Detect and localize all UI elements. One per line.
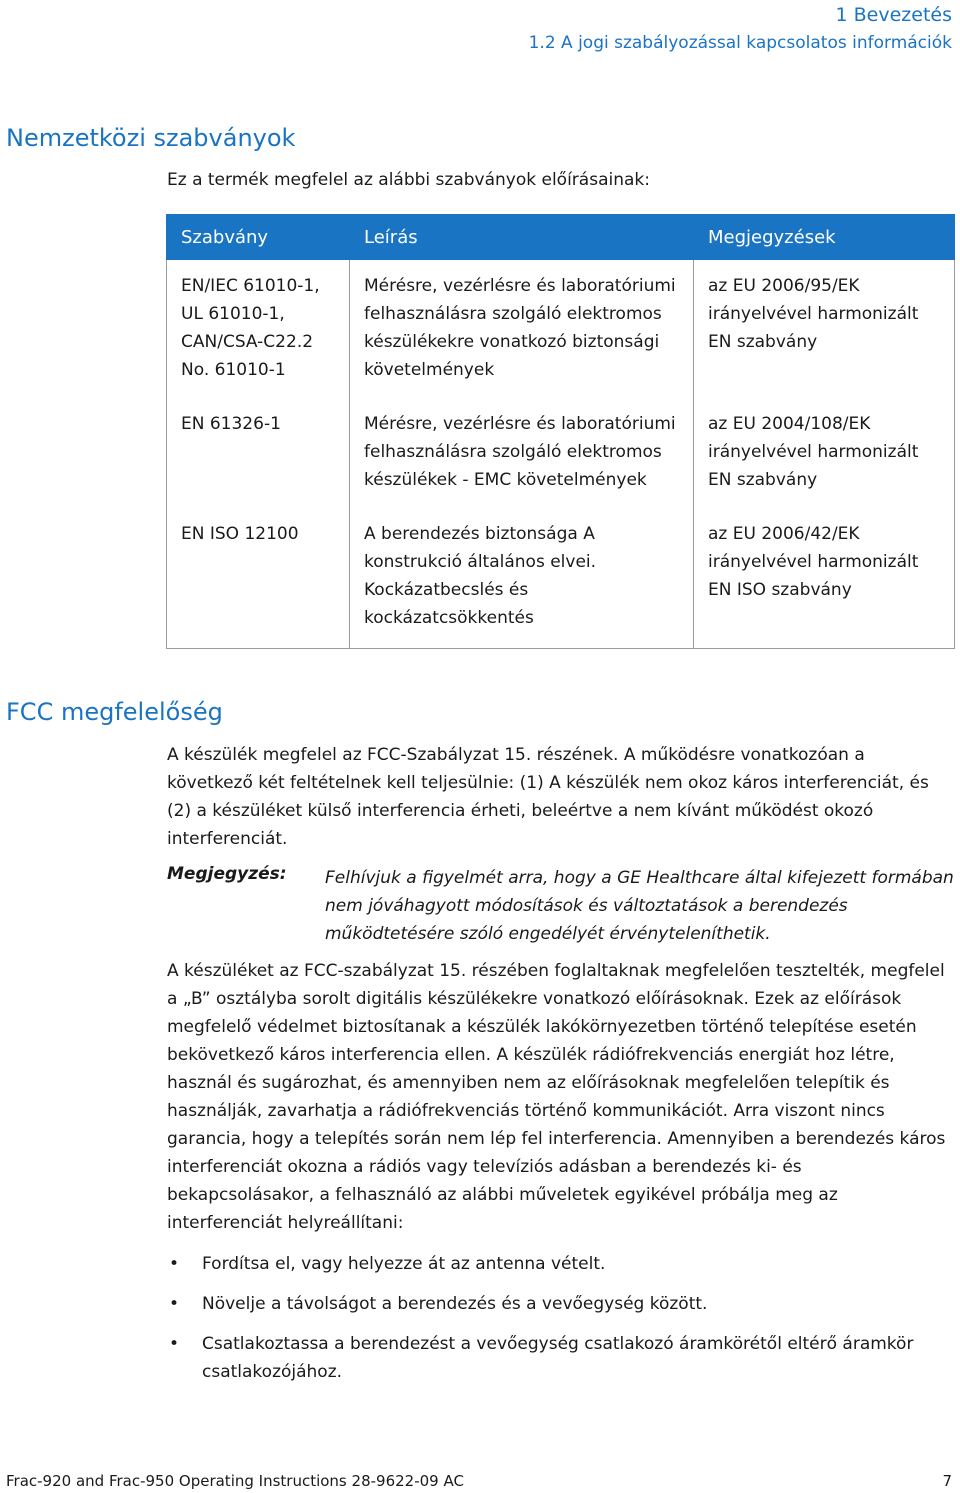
table-row [167,400,955,510]
standard-cell: EN/IEC 61010-1, UL 61010-1, CAN/CSA-C22.2 No. 61010-1 [167,260,350,400]
bullet-icon: • [169,1254,180,1274]
description-cell: Mérésre, vezérlésre és laboratóriumi felhasználásra szolgáló elektromos készülékekre vonatkozó biztonsági követelmények [350,260,694,400]
page-number: 7 [942,1472,952,1490]
bullet-icon: • [169,1334,180,1354]
list-item-text: Fordítsa el, vagy helyezze át az antenna vételt. [202,1254,606,1274]
list-item-text: Csatlakoztassa a berendezést a vevőegység csatlakozó áramkörétől eltérő áramkör csatlakozójához. [202,1334,914,1382]
chapter-heading: 1 Bevezetés [835,4,952,26]
note-cell: az EU 2004/108/EK irányelvével harmonizált EN szabvány [694,400,955,510]
column-header-description: Leírás [350,214,694,260]
bullet-icon: • [169,1294,180,1314]
list-item [167,1330,957,1386]
table-row [167,260,955,400]
standard-cell: EN ISO 12100 [167,510,350,649]
description-cell: Mérésre, vezérlésre és laboratóriumi felhasználásra szolgáló elektromos készülékek - EMC követelmények [350,400,694,510]
list-item [167,1250,957,1278]
fcc-title: FCC megfelelőség [6,698,223,726]
standards-title: Nemzetközi szabványok [6,124,296,152]
table-header-row [167,214,955,260]
standards-table [166,214,955,649]
standard-cell: EN 61326-1 [167,400,350,510]
section-heading: 1.2 A jogi szabályozással kapcsolatos információk [528,33,952,53]
remedy-list [167,1250,957,1398]
note-cell: az EU 2006/42/EK irányelvével harmonizált EN ISO szabvány [694,510,955,649]
table-row [167,510,955,649]
column-header-standard: Szabvány [167,214,350,260]
column-header-notes: Megjegyzések [694,214,955,260]
note-cell: az EU 2006/95/EK irányelvével harmonizált EN szabvány [694,260,955,400]
description-cell: A berendezés biztonsága A konstrukció általános elvei. Kockázatbecslés és kockázatcsökkentés [350,510,694,649]
note-label: Megjegyzés: [167,864,287,884]
note-text: Felhívjuk a figyelmét arra, hogy a GE Healthcare által kifejezett formában nem jóváhagyott módosítások és változtatások a berendezés működtetésére szóló engedélyét érvényteleníthetik. [325,868,954,944]
list-item [167,1290,957,1318]
footer-doc-title: Frac-920 and Frac-950 Operating Instructions 28-9622-09 AC [6,1472,464,1490]
list-item-text: Növelje a távolságot a berendezés és a vevőegység között. [202,1294,708,1314]
fcc-paragraph-1: A készülék megfelel az FCC-Szabályzat 15. részének. A működésre vonatkozóan a következő két feltételnek kell teljesülnie: (1) A készülék nem okoz káros interferenciát, és (2) a készüléket külső interferencia érheti, beleértve a nem kívánt működést okozó interferenciát. [167,745,929,849]
standards-intro: Ez a termék megfelel az alábbi szabványok előírásainak: [167,170,650,190]
fcc-paragraph-2: A készüléket az FCC-szabályzat 15. részében foglaltaknak megfelelően tesztelték, megfelel a „B” osztályba sorolt digitális készülékekre vonatkozó előírásoknak. Ezek az előírások megfelelő védelmet biztosítanak a készülék lakókörnyezetben történő telepítése esetén bekövetkező káros interferencia ellen. A készülék rádiófrekvenciás energiát hoz létre, használ és sugározhat, és amennyiben nem az előírásoknak megfelelően telepítik és használják, zavarhatja a rádiófrekvenciás történő kommunikációt. Arra viszont nincs garancia, hogy a telepítés során nem lép fel interferencia. Amennyiben a berendezés káros interferenciát okozna a rádiós vagy televíziós adásban a berendezés ki- és bekapcsolásakor, a felhasználó az alábbi műveletek egyikével próbálja meg az interferenciát helyreállítani: [167,961,946,1233]
